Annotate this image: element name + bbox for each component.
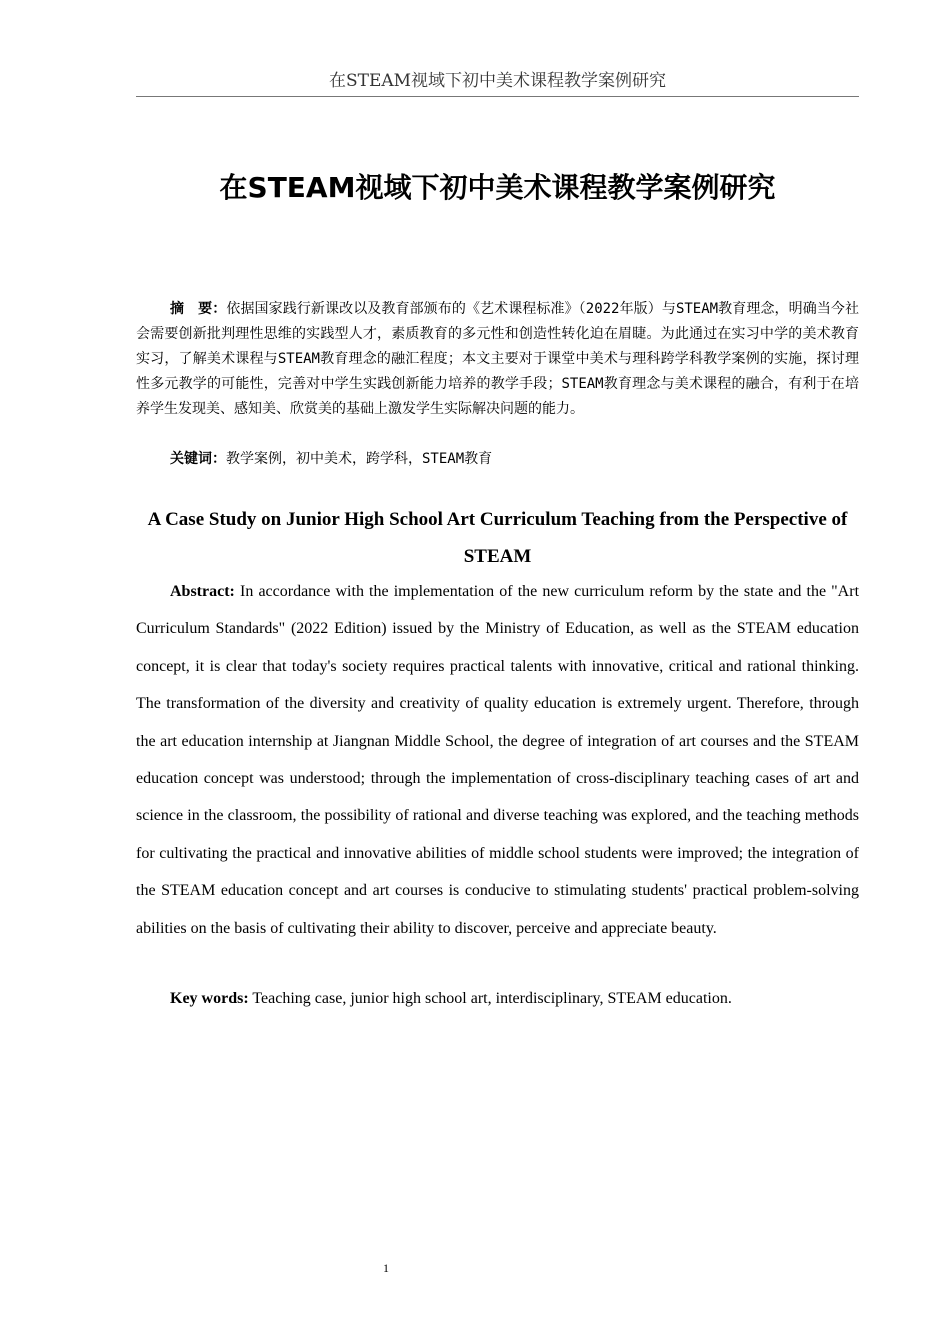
english-keywords-text: Teaching case, junior high school art, interdisciplinary, STEAM education. bbox=[252, 990, 732, 1007]
chinese-keywords bbox=[136, 447, 859, 472]
header-rule bbox=[136, 96, 859, 97]
chinese-title: 在STEAM视域下初中美术课程教学案例研究 bbox=[219, 171, 776, 204]
chinese-abstract-label: 摘 要： bbox=[170, 301, 227, 317]
page-number: 1 bbox=[383, 1261, 389, 1275]
chinese-keywords-label: 关键词： bbox=[170, 451, 226, 467]
english-keywords bbox=[136, 983, 859, 1015]
chinese-abstract-text: 依据国家践行新课改以及教育部颁布的《艺术课程标准》（2022年版）与STEAM教育理念，明确当今社会需要创新批判理性思维的实践型人才，素质教育的多元性和创造性转化迫在眉睫。为此通过在实习中学的美术教育实习，了解美术课程与STEAM教育理念的融汇程度；本文主要对于课堂中美术与理科跨学科教学案例的实施，探讨理性多元教学的可能性，完善对中学生实践创新能力培养的教学手段；STEAM教育理念与美术课程的融合，有利于在培养学生发现美、感知美、欣赏美的基础上激发学生实际解决问题的能力。 bbox=[136, 301, 860, 417]
running-header: 在STEAM视域下初中美术课程教学案例研究 bbox=[328, 71, 667, 91]
english-abstract bbox=[136, 573, 859, 947]
english-abstract-label: Abstract: bbox=[170, 583, 235, 600]
english-abstract-text: In accordance with the implementation of the new curriculum reform by the state and the "Art Curriculum Standards" (2022 Edition) issued by the Ministry of Education, as well as the STEAM education concept, it is clear that today's society requires practical talents with innovative, critical and rational thinking. The transformation of the diversity and creativity of quality education is extremely urgent. Therefore, through the art education internship at Jiangnan Middle School, the degree of integration of art courses and the STEAM education concept was understood; through the implementation of cross-disciplinary teaching cases of art and science in the classroom, the possibility of rational and diverse teaching was explored, and the teaching methods for cultivating the practical and innovative abilities of middle school students were improved; the integration of the STEAM education concept and art courses is conducive to stimulating students' practical problem-solving abilities on the basis of cultivating their ability to discover, perceive and appreciate beauty. bbox=[136, 583, 860, 937]
chinese-abstract bbox=[136, 297, 859, 422]
english-keywords-label: Key words: bbox=[170, 990, 249, 1007]
english-title: A Case Study on Junior High School Art Curriculum Teaching from the Perspective of STEAM bbox=[147, 509, 848, 567]
chinese-keywords-text: 教学案例，初中美术，跨学科，STEAM教育 bbox=[226, 451, 493, 467]
